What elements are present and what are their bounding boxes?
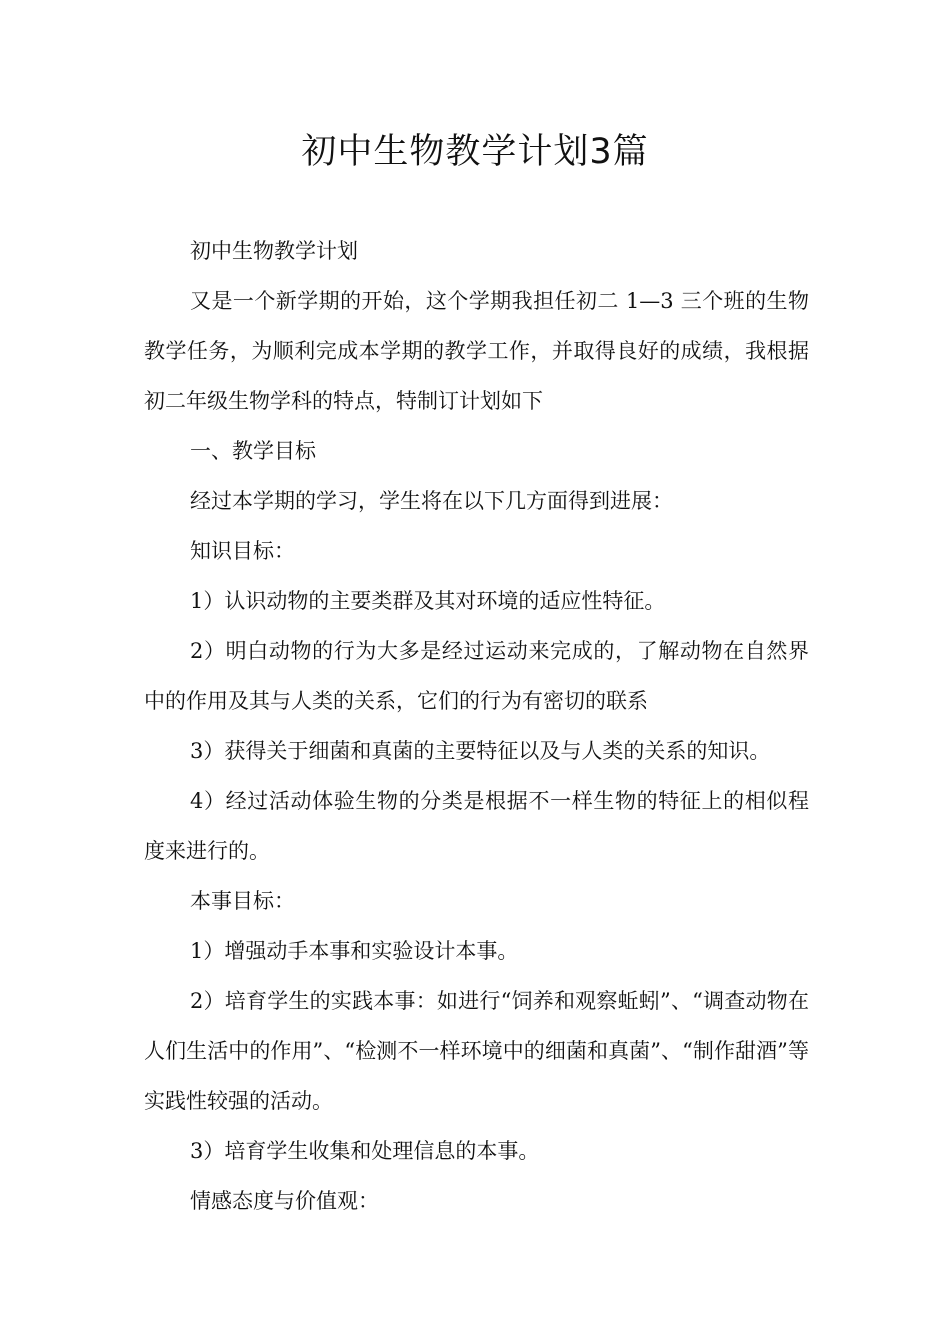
paragraph: 经过本学期的学习，学生将在以下几方面得到进展：	[190, 489, 673, 513]
paragraph: 一、教学目标	[190, 439, 316, 463]
document-body	[144, 226, 809, 1226]
paragraph: 3）培育学生收集和处理信息的本事。	[190, 1139, 540, 1163]
document-title: 初中生物教学计划3篇	[301, 132, 649, 172]
paragraph: 1）认识动物的主要类群及其对环境的适应性特征。	[190, 589, 666, 613]
paragraph: 3）获得关于细菌和真菌的主要特征以及与人类的关系的知识。	[190, 739, 771, 763]
paragraph: 初中生物教学计划	[190, 239, 358, 263]
paragraph: 4）经过活动体验生物的分类是根据不一样生物的特征上的相似程度来进行的。	[144, 789, 809, 863]
paragraph: 又是一个新学期的开始，这个学期我担任初二 1—3 三个班的生物教学任务，为顺利完成本学期的教学工作，并取得良好的成绩，我根据初二年级生物学科的特点，特制订计划如下	[144, 289, 809, 413]
paragraph: 本事目标：	[190, 889, 295, 913]
paragraph: 2）培育学生的实践本事：如进行“饲养和观察蚯蚓”、“调查动物在人们生活中的作用”、“检测不一样环境中的细菌和真菌”、“制作甜酒”等实践性较强的活动。	[144, 989, 809, 1113]
paragraph: 1）增强动手本事和实验设计本事。	[190, 939, 519, 963]
paragraph: 知识目标：	[190, 539, 295, 563]
paragraph: 情感态度与价值观：	[190, 1189, 379, 1213]
paragraph: 2）明白动物的行为大多是经过运动来完成的，了解动物在自然界中的作用及其与人类的关系，它们的行为有密切的联系	[144, 639, 809, 713]
